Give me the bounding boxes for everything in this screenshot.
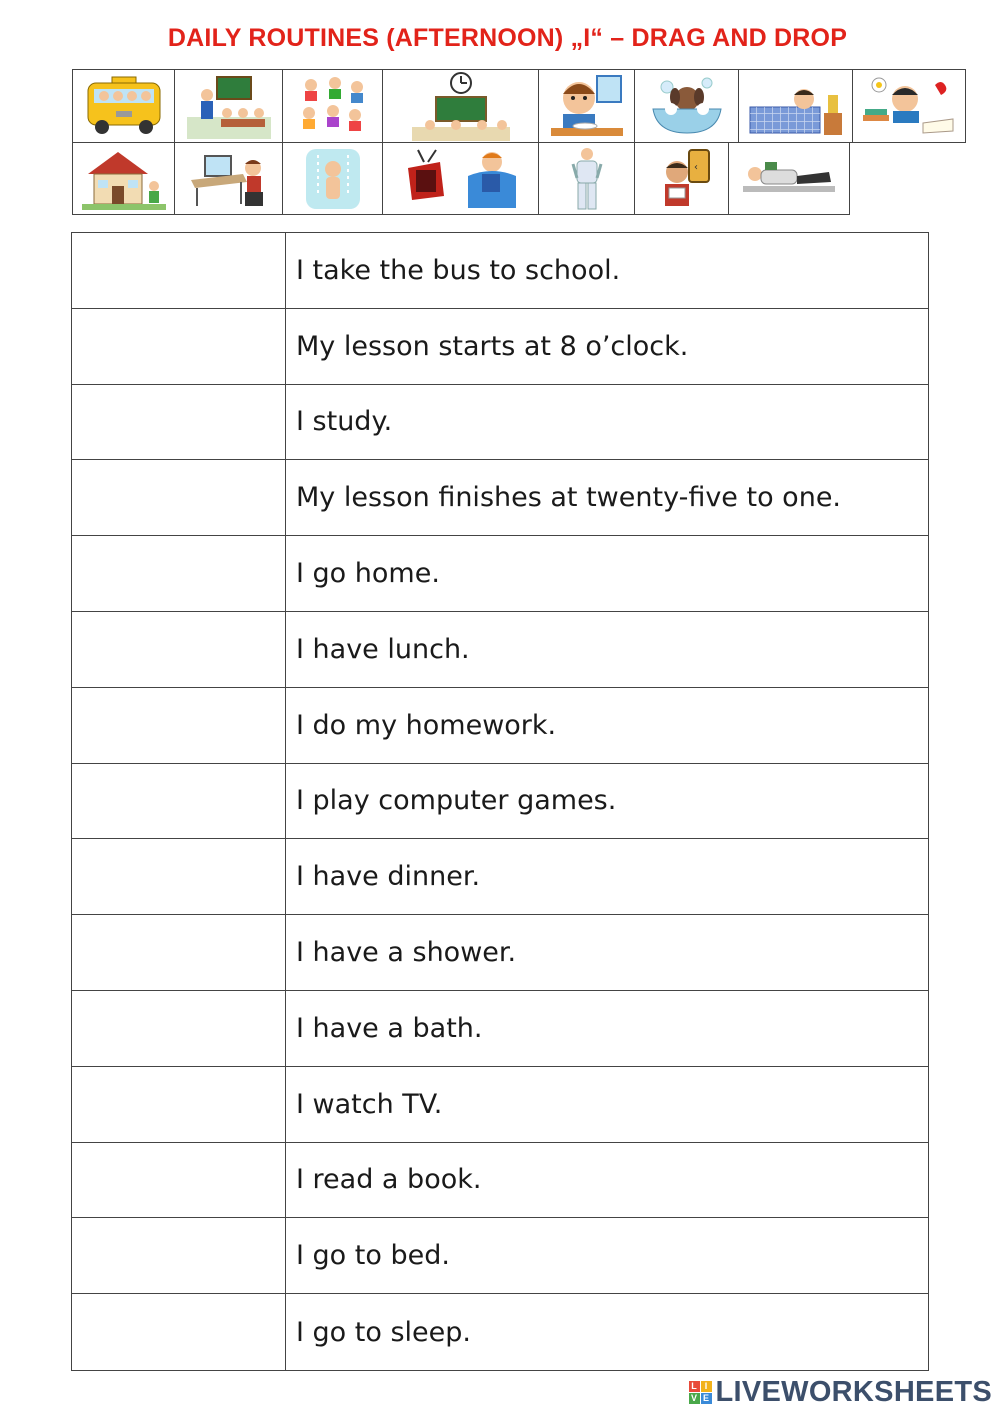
table-row (72, 764, 928, 840)
house-going-home-icon[interactable] (72, 143, 174, 215)
table-row (72, 991, 928, 1067)
sentence-text: I have lunch. (296, 633, 470, 665)
drop-zone[interactable] (72, 536, 286, 611)
sentence-text: I go home. (296, 558, 440, 590)
liveworksheets-logo[interactable] (689, 1376, 993, 1409)
table-row (72, 1294, 928, 1370)
table-row (72, 233, 928, 309)
drop-zone[interactable] (72, 1218, 286, 1293)
computer-desk-icon[interactable] (174, 143, 282, 215)
sentence-text: I have dinner. (296, 861, 481, 893)
school-bus-icon[interactable] (72, 69, 174, 143)
sentence-text: I go to sleep. (296, 1316, 471, 1348)
table-row (72, 839, 928, 915)
drop-zone[interactable] (72, 309, 286, 384)
classroom-lesson-icon[interactable] (174, 69, 282, 143)
picture-row-1 (72, 69, 966, 143)
boy-in-bed-icon[interactable] (738, 69, 852, 143)
logo-grid-icon: L I V E (689, 1381, 712, 1404)
table-row (72, 385, 928, 461)
dog-bath-icon[interactable] (634, 69, 738, 143)
drop-zone[interactable] (72, 839, 286, 914)
sentence-text: I read a book. (296, 1164, 482, 1196)
table-row (72, 1218, 928, 1294)
picture-row-2 (72, 143, 850, 215)
sentence-text: My lesson finishes at twenty-five to one. (296, 482, 842, 514)
table-row (72, 688, 928, 764)
drop-zone[interactable] (72, 764, 286, 839)
table-row (72, 460, 928, 536)
sentence-text: I take the bus to school. (296, 254, 621, 286)
boy-reading-book-icon[interactable] (634, 143, 728, 215)
sentence-text: I do my homework. (296, 709, 557, 741)
shower-icon[interactable] (282, 143, 382, 215)
drop-zone[interactable] (72, 385, 286, 460)
drop-zone[interactable] (72, 460, 286, 535)
sentence-text: I study. (296, 406, 393, 438)
boy-eating-lunch-icon[interactable] (538, 69, 634, 143)
sentence-text: I watch TV. (296, 1088, 443, 1120)
sentence-text: I play computer games. (296, 785, 617, 817)
drop-zone[interactable] (72, 1143, 286, 1218)
pajamas-boy-icon[interactable] (538, 143, 634, 215)
drop-zone[interactable] (72, 688, 286, 763)
drop-zone[interactable] (72, 1294, 286, 1370)
page-title: DAILY ROUTINES (AFTERNOON) „I“ – DRAG AND DROP (167, 24, 848, 52)
sentence-text: I have a shower. (296, 937, 517, 969)
table-row (72, 1067, 928, 1143)
svg-text:‹: ‹ (693, 161, 698, 173)
man-sleeping-icon[interactable] (728, 143, 850, 215)
drop-zone[interactable] (72, 233, 286, 308)
table-row (72, 612, 928, 688)
drop-zone[interactable] (72, 1067, 286, 1142)
sentence-table (71, 232, 929, 1371)
children-studying-icon[interactable] (282, 69, 382, 143)
sentence-text: I go to bed. (296, 1240, 450, 1272)
clock-classroom-icon[interactable] (382, 69, 538, 143)
sentence-text: My lesson starts at 8 o’clock. (296, 330, 689, 362)
drop-zone[interactable] (72, 915, 286, 990)
brand-name: LIVEWORKSHEETS (715, 1376, 992, 1408)
drop-zone[interactable] (72, 991, 286, 1066)
sentence-text: I have a bath. (296, 1012, 483, 1044)
table-row (72, 915, 928, 991)
table-row (72, 536, 928, 612)
watching-tv-icon[interactable] (382, 143, 538, 215)
drop-zone[interactable] (72, 612, 286, 687)
table-row (72, 1143, 928, 1219)
boy-doing-homework-icon[interactable] (852, 69, 966, 143)
table-row (72, 309, 928, 385)
